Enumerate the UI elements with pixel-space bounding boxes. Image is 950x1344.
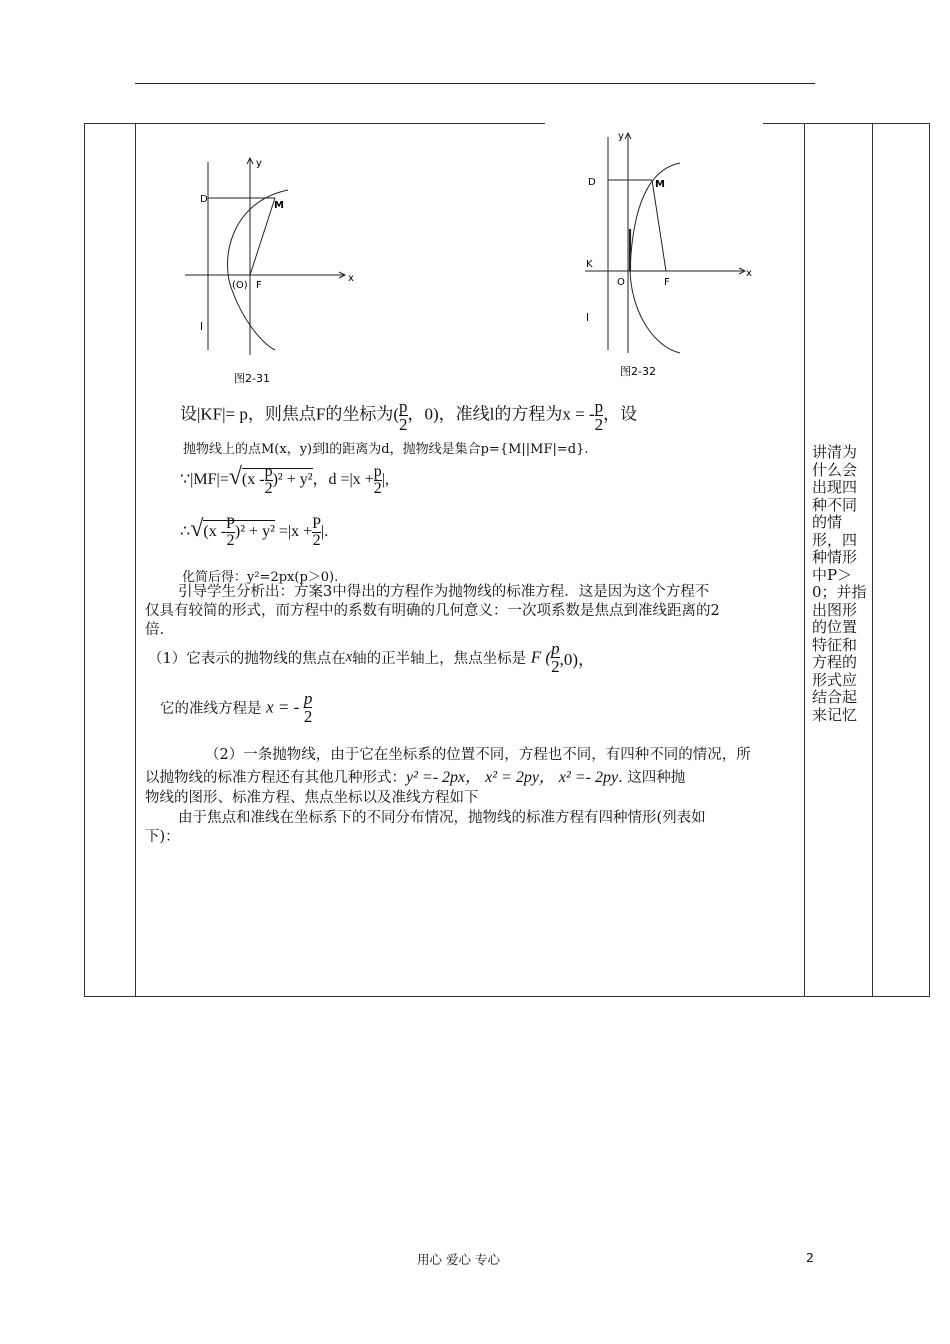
fig2-m-label: M	[655, 179, 665, 190]
frac-num: p	[594, 397, 604, 416]
fig1-m-label: M	[274, 200, 284, 211]
fig1-caption: 图2-31	[234, 372, 270, 385]
paragraph-line: 引导学生分析出：方案3中得出的方程作为抛物线的标准方程．这是因为这个方程不	[178, 584, 710, 600]
paragraph-line	[145, 768, 685, 788]
text-segment: . 这四种抛	[618, 770, 686, 786]
text-segment: F (	[530, 647, 552, 667]
frac-num: P	[226, 515, 235, 532]
frac-den: 2	[303, 707, 313, 726]
footer-text: 用心 爱心 专心	[417, 1252, 500, 1267]
fraction-p-over-2	[304, 690, 313, 725]
side-note: 讲清为什么会出现四种不同的情形，四种情形中P＞0；并指出图形的位置特征和方程的形式应结合起来记忆	[812, 443, 867, 724]
fraction-p-over-2	[265, 464, 273, 497]
frac-den: 2	[399, 415, 408, 434]
paragraph-line: 倍.	[145, 622, 165, 638]
text-segment: 以抛物线的标准方程还有其他几种形式：	[145, 770, 406, 786]
fig2-d-label: D	[588, 177, 596, 188]
paragraph-line: 由于焦点和准线在坐标系下的不同分布情况，抛物线的标准方程有四种情形(列表如	[178, 810, 706, 826]
fraction-p-over-2	[399, 398, 408, 433]
frac-num: p	[551, 639, 560, 658]
text-segment: )² + y²	[272, 471, 313, 489]
text-segment: |.	[321, 523, 329, 541]
header-rule	[135, 83, 815, 84]
sqrt-sign: √	[190, 516, 204, 543]
item-1-line	[148, 640, 595, 675]
fraction-p-over-2	[595, 398, 604, 433]
frac-num: P	[312, 515, 322, 532]
fig1-x-label: x	[348, 273, 354, 284]
sqrt-sign: √	[228, 464, 242, 491]
text-segment: ，0)，准线l的方程为x = -	[407, 404, 595, 424]
directrix-line	[160, 690, 312, 725]
page-number: 2	[806, 1250, 814, 1265]
fig1-d-label: D	[200, 194, 208, 205]
paragraph-line: （2）一条抛物线，由于它在坐标系的位置不同，方程也不同，有四种不同的情况，所	[205, 747, 751, 763]
text-segment: (x -	[203, 523, 227, 541]
text-segment: x	[345, 649, 353, 665]
frac-num: p	[264, 463, 273, 480]
fig2-x-label: x	[746, 268, 752, 279]
fig2-caption: 图2-32	[620, 365, 656, 378]
fig1-y-label: y	[256, 158, 262, 169]
fraction-p-over-2	[374, 464, 382, 497]
text-segment: )² + y²	[234, 523, 275, 541]
frac-den: 2	[264, 480, 273, 497]
fig1-o-label: (O)	[232, 280, 248, 291]
fig2-o-label: O	[617, 277, 625, 288]
equation-line	[180, 516, 328, 549]
radicand	[203, 515, 275, 549]
text-segment: =|x +	[278, 523, 313, 541]
frac-den: 2	[594, 415, 604, 434]
text-segment: ，d =|x +	[312, 471, 374, 489]
text-segment: ∴	[180, 523, 191, 541]
frac-den: 2	[373, 480, 382, 497]
focus-coordinate-line	[180, 398, 637, 433]
text-segment: ,0)，	[559, 650, 595, 669]
fraction-p-over-2	[226, 516, 235, 549]
text-segment: ，设	[603, 404, 638, 424]
simplified-equation-line: 化简后得：y²=2px(p＞0).	[182, 570, 339, 585]
frac-num: p	[303, 689, 313, 708]
fig1-l-label: l	[200, 320, 204, 333]
equation-forms: y² =- 2px， x² = 2py， x² =- 2py	[406, 769, 619, 786]
frac-den: 2	[551, 657, 560, 676]
fig2-k-label: K	[586, 259, 593, 270]
text-segment: x = -	[266, 697, 300, 717]
radicand	[241, 463, 313, 497]
fig2-f-label: F	[664, 277, 670, 288]
fig1-f-label: F	[256, 280, 262, 291]
text-segment: 设|KF|= p，则焦点F的坐标为(	[180, 404, 399, 424]
frac-num: p	[373, 463, 382, 480]
fig2-l-label: l	[586, 311, 590, 324]
text-segment: |,	[381, 471, 389, 489]
frac-den: 2	[312, 532, 321, 549]
frac-den: 2	[226, 532, 235, 549]
paragraph-line: 下)：	[145, 829, 180, 845]
text-segment: ∵|MF|=	[180, 471, 229, 489]
fig2-y-label: y	[618, 131, 624, 142]
fraction-p-over-2	[312, 516, 321, 549]
table-col-left	[84, 123, 136, 997]
figure-2-32	[580, 125, 770, 385]
table-col-right	[872, 123, 930, 997]
frac-num: p	[399, 397, 408, 416]
text-segment: (x -	[241, 471, 265, 489]
figure-2-31	[180, 150, 370, 390]
text-segment: 它的准线方程是	[160, 701, 262, 717]
distance-set-line: 抛物线上的点M(x，y)到l的距离为d，抛物线是集合p={M||MF|=d}.	[183, 442, 589, 457]
mf-formula-line	[180, 464, 389, 497]
paragraph-line: 物线的图形、标准方程、焦点坐标以及准线方程如下	[145, 790, 479, 806]
fraction-p-over-2	[551, 640, 560, 675]
paragraph-line: 仅具有较简的形式，而方程中的系数有明确的几何意义：一次项系数是焦点到准线距离的2	[145, 603, 720, 619]
text-segment: 轴的正半轴上，焦点坐标是	[352, 651, 527, 667]
text-segment: （1）它表示的抛物线的焦点在	[148, 651, 346, 667]
